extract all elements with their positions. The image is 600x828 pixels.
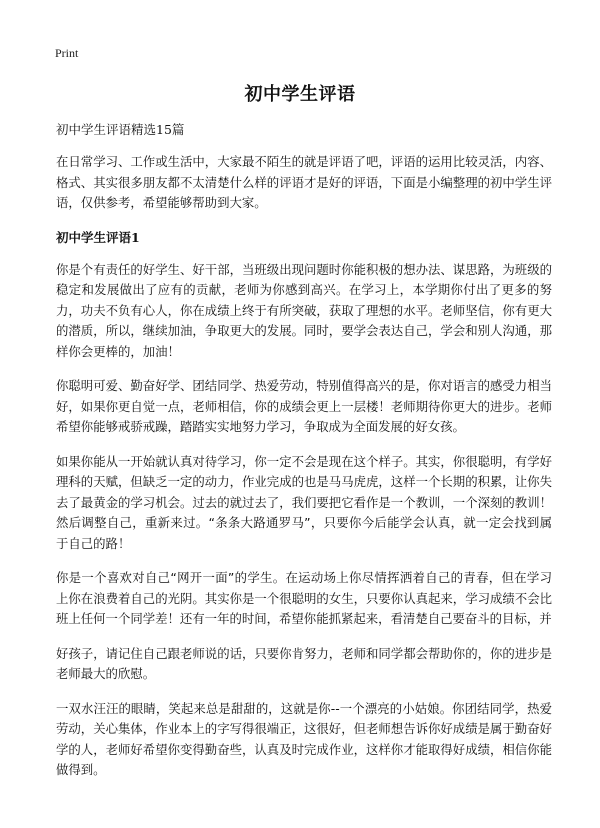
comment-paragraph-5: 好孩子，请记住自己跟老师说的话，只要你肯努力，老师和同学都会帮助你的，你的进步是老师最大的欣慰。: [56, 645, 552, 681]
section-heading: 初中学生评语1: [56, 229, 140, 245]
print-label: Print: [55, 46, 79, 60]
document-body: [56, 120, 552, 795]
comment-paragraph-4: 你是一个喜欢对自己“网开一面”的学生。在运动场上你尽情挥洒着自己的青春，但在学习上你在浪费着自己的光阴。其实你是一个很聪明的女生，只要你认真起来，学习成绩不会比班上任何一个同学差！还有一年的时间，希望你能抓紧起来，看清楚自己要奋斗的目标，并: [56, 570, 552, 626]
comment-paragraph-3: 如果你能从一开始就认真对待学习，你一定不会是现在这个样子。其实，你很聪明，有学好理科的天赋，但缺乏一定的动力，作业完成的也是马马虎虎，这样一个长期的积累，让你失去了最黄金的学习机会。过去的就过去了，我们要把它看作是一个教训，一个深刻的教训！然后调整自己，重新来过。“条条大路通罗马”，只要你今后能学会认真，就一定会找到属于自己的路！: [56, 453, 552, 551]
comment-paragraph-1: 你是个有责任的好学生、好干部，当班级出现问题时你能积极的想办法、谋思路，为班级的稳定和发展做出了应有的贡献，老师为你感到高兴。在学习上，本学期你付出了更多的努力，功夫不负有心人，你在成绩上终于有所突破，获取了理想的水平。老师坚信，你有更大的潜质，所以，继续加油，争取更大的发展。同时，要学会表达自己，学会和别人沟通，那样你会更棒的，加油！: [56, 261, 552, 359]
comment-paragraph-6: 一双水汪汪的眼睛，笑起来总是甜甜的，这就是你--一个漂亮的小姑娘。你团结同学，热爱劳动，关心集体，作业本上的字写得很端正，这很好，但老师想告诉你好成绩是属于勤奋好学的人，老师好希望你变得勤奋些，认真及时完成作业，这样你才能取得好成绩，相信你能做得到。: [56, 700, 552, 777]
document-subtitle: 初中学生评语精选15篇: [56, 122, 185, 137]
document-title: 初中学生评语: [244, 84, 356, 105]
comment-paragraph-2: 你聪明可爱、勤奋好学、团结同学、热爱劳动，特别值得高兴的是，你对语言的感受力相当好，如果你更自觉一点，老师相信，你的成绩会更上一层楼！老师期待你更大的进步。老师希望你能够戒骄戒躁，踏踏实实地努力学习，争取成为全面发展的好女孩。: [56, 378, 552, 434]
intro-paragraph: 在日常学习、工作或生活中，大家最不陌生的就是评语了吧，评语的运用比较灵活，内容、格式、其实很多朋友都不太清楚什么样的评语才是好的评语，下面是小编整理的初中学生评语，仅供参考，希望能够帮助到大家。: [56, 154, 552, 210]
